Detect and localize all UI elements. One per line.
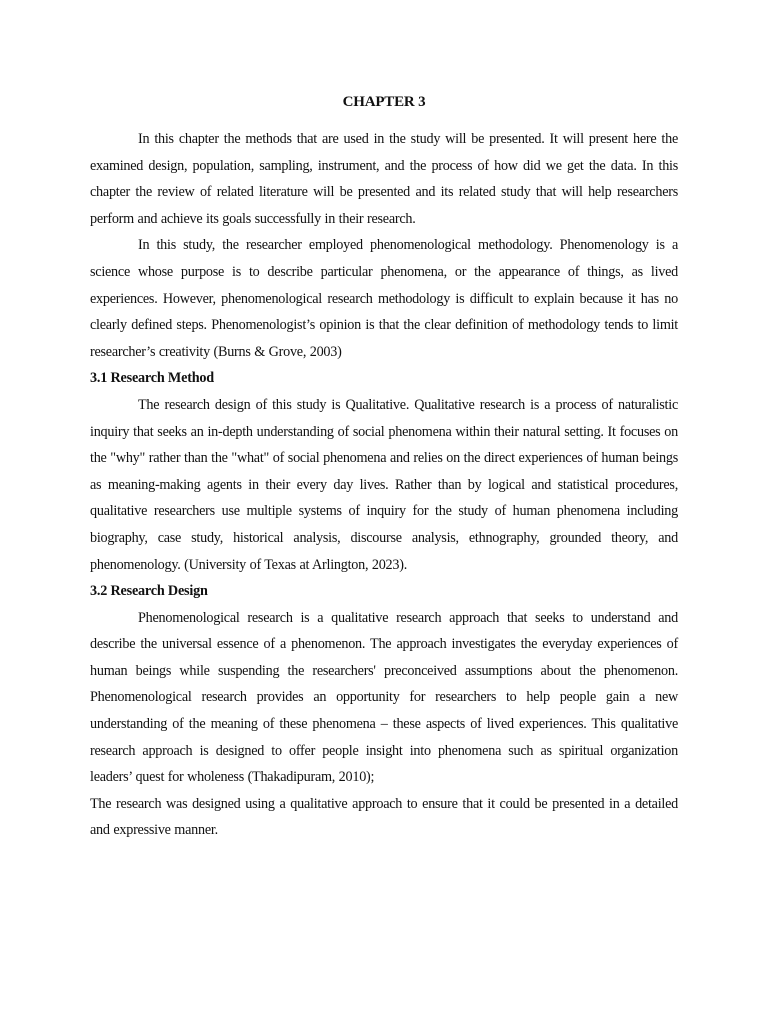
research-design-paragraph: Phenomenological research is a qualitative research approach that seeks to understand and describe the universal essence of a phenomenon. The approach investigates the everyday experiences of human beings while suspending the researchers' preconceived assumptions about the phenomenon. Phenomenological research provides an opportunity for researchers to help people gain a new understanding of the meaning of these phenomena – these aspects of lived experiences. This qualitative research approach is designed to offer people insight into phenomena such as spiritual organization leaders’ quest for wholeness (Thakadipuram, 2010);	[90, 609, 678, 786]
intro-paragraph: In this chapter the methods that are used in the study will be presented. It will present here the examined design, population, sampling, instrument, and the process of how did we get the data. In this chapter the review of related literature will be presented and its related study that will help researchers perform and achieve its goals successfully in their research.	[90, 131, 678, 227]
research-method-paragraph: The research design of this study is Qualitative. Qualitative research is a process of naturalistic inquiry that seeks an in-depth understanding of social phenomena within their natural setting. It focuses on the "why" rather than the "what" of social phenomena and relies on the direct experiences of human beings as meaning-making agents in their every day lives. Rather than by logical and statistical procedures, qualitative researchers use multiple systems of inquiry for the study of human phenomena including biography, case study, historical analysis, discourse analysis, ethnography, grounded theory, and phenomenology. (University of Texas at Arlington, 2023).	[90, 396, 678, 573]
research-design-paragraph: The research was designed using a qualitative approach to ensure that it could be presented in a detailed and expressive manner.	[90, 795, 678, 839]
document-body	[90, 90, 678, 844]
chapter-title: CHAPTER 3	[342, 94, 426, 110]
section-heading-research-method: 3.1 Research Method	[90, 370, 214, 387]
intro-paragraph: In this study, the researcher employed phenomenological methodology. Phenomenology is a science whose purpose is to describe particular phenomena, or the appearance of things, as lived experiences. However, phenomenological research methodology is difficult to explain because it has no clearly defined steps. Phenomenologist’s opinion is that the clear definition of methodology tends to limit researcher’s creativity (Burns & Grove, 2003)	[90, 237, 678, 360]
section-heading-research-design: 3.2 Research Design	[90, 583, 208, 600]
